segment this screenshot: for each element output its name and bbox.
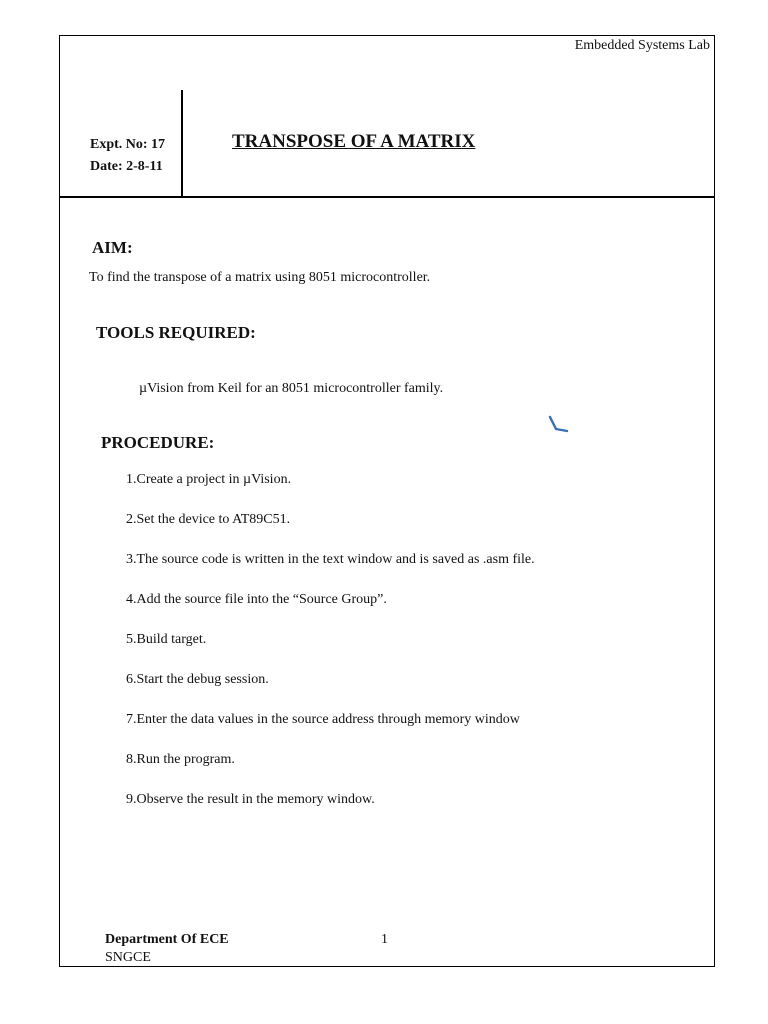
procedure-step: 1.Create a project in µVision. <box>126 472 292 487</box>
page-title: TRANSPOSE OF A MATRIX <box>232 131 476 152</box>
procedure-step: 6.Start the debug session. <box>126 672 269 687</box>
experiment-date: Date: 2-8-11 <box>90 159 163 174</box>
footer-department: Department Of ECE <box>105 932 229 947</box>
procedure-step: 8.Run the program. <box>126 752 235 767</box>
aim-heading: AIM: <box>92 238 133 257</box>
lab-name-header: Embedded Systems Lab <box>574 38 710 53</box>
tools-heading: TOOLS REQUIRED: <box>96 323 256 342</box>
procedure-step: 3.The source code is written in the text window and is saved as .asm file. <box>126 552 535 567</box>
pen-mark-icon <box>548 414 570 439</box>
header-vertical-divider <box>181 90 183 197</box>
procedure-step: 9.Observe the result in the memory window. <box>126 792 375 807</box>
page-number: 1 <box>381 932 388 947</box>
aim-text: To find the transpose of a matrix using 8051 microcontroller. <box>89 270 431 285</box>
procedure-step: 4.Add the source file into the “Source Group”. <box>126 592 387 607</box>
procedure-steps <box>126 471 535 831</box>
procedure-heading: PROCEDURE: <box>101 433 215 452</box>
procedure-step: 7.Enter the data values in the source address through memory window <box>126 712 520 727</box>
experiment-number: Expt. No: 17 <box>90 137 166 152</box>
procedure-step: 5.Build target. <box>126 632 207 647</box>
tools-text: µVision from Keil for an 8051 microcontroller family. <box>139 381 444 396</box>
procedure-step: 2.Set the device to AT89C51. <box>126 512 291 527</box>
header-horizontal-divider <box>60 196 715 198</box>
footer-college: SNGCE <box>105 950 151 965</box>
